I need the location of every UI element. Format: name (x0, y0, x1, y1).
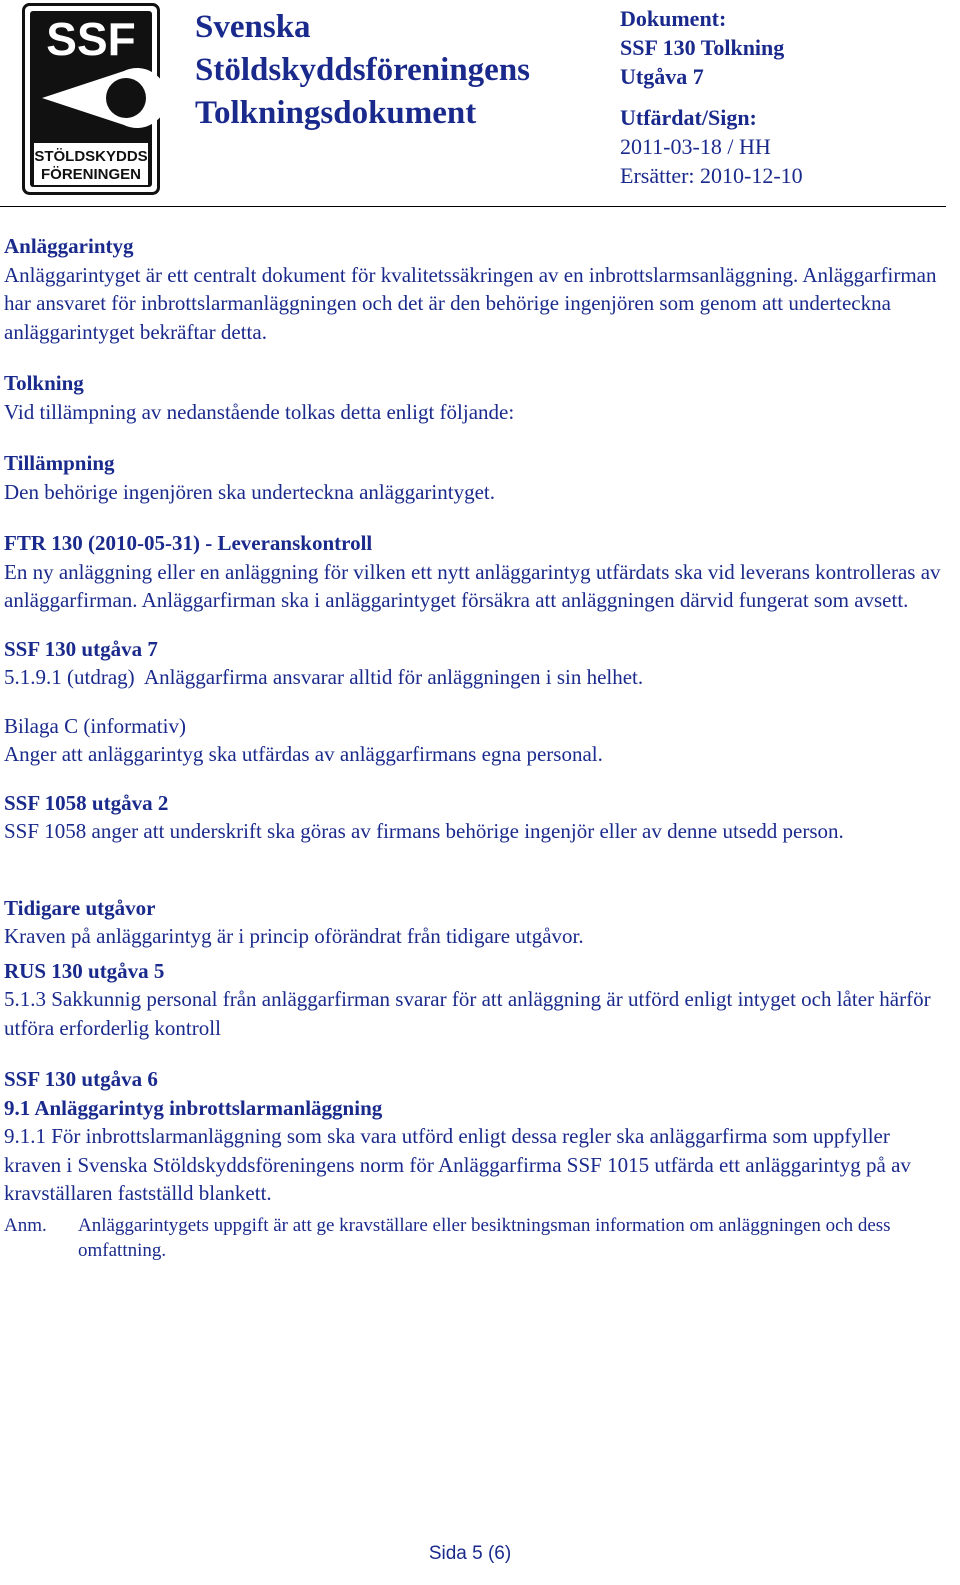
document-title (195, 6, 530, 135)
title-line: Tolkningsdokument (195, 95, 477, 131)
note (4, 1213, 944, 1263)
note-text: Anläggarintygets uppgift är att ge kravställare eller besiktningsman information om anläggningen och dess omfattning. (78, 1214, 891, 1261)
section-heading-tolkning: Tolkning (4, 371, 84, 395)
section-heading-bilaga-c: Bilaga C (informativ) (4, 713, 186, 738)
doc-label: Dokument: (620, 6, 727, 31)
section-heading-tillampning: Tillämpning (4, 451, 115, 475)
section-heading-ftr130: FTR 130 (2010-05-31) - Leveranskontroll (4, 531, 373, 555)
section-text: 5.1.3 Sakkunnig personal från anläggarfirman svarar för att anläggning är utförd enligt intyget och låter härför utföra erforderlig kontroll (4, 987, 931, 1040)
section-text: Vid tillämpning av nedanstående tolkas detta enligt följande: (4, 399, 515, 424)
section-heading-ssf130-ed7: SSF 130 utgåva 7 (4, 636, 158, 661)
doc-edition: Utgåva 7 (620, 64, 704, 89)
section-heading-anlaggarintyg: Anläggarintyg (4, 234, 134, 258)
title-line: Svenska (195, 9, 311, 45)
document-meta (620, 4, 950, 190)
page-number: Sida 5 (6) (428, 1543, 512, 1564)
doc-name: SSF 130 Tolkning (620, 35, 785, 60)
section-subheading: 9.1 Anläggarintyg inbrottslarmanläggning (4, 1095, 383, 1120)
section-heading-rus130: RUS 130 utgåva 5 (4, 958, 165, 983)
section-text: Anger att anläggarintyg ska utfärdas av anläggarfirmans egna personal. (4, 742, 603, 766)
issued-label: Utfärdat/Sign: (620, 105, 757, 130)
header-divider (0, 206, 946, 207)
section-text: En ny anläggning eller en anläggning för vilken ett nytt anläggarintyg utfärdats ska vid leverans kontrolleras av anläggarfirman. Anläggarfirman ska i anläggarintyget försäkra att anläggningen därvid fungerat som avsett. (4, 559, 941, 612)
section-text: Anläggarintyget är ett centralt dokument för kvalitetssäkringen av en inbrottslarmsanläggning. Anläggarfirman har ansvaret för inbrottslarmanläggningen och det är den behörige ingenjören som genom att underteckna anläggarintyget bekräftar detta. (4, 262, 937, 344)
section-text: 9.1.1 För inbrottslarmanläggning som ska vara utförd enligt dessa regler ska anläggarfirma som uppfyller kraven i Svenska Stöldskyddsföreningens norm för Anläggarfirma SSF 1015 utfärda ett anläggarintyg på av kravställaren fastställd blankett. (4, 1124, 911, 1205)
note-label: Anm. (4, 1214, 47, 1236)
logo-bottom-line2: FÖRENINGEN (40, 166, 142, 183)
section-heading-ssf1058: SSF 1058 utgåva 2 (4, 790, 169, 815)
section-text: SSF 1058 anger att underskrift ska göras av firmans behörige ingenjör eller av denne utsedd person. (4, 819, 844, 843)
section-text: Kraven på anläggarintyg är i princip oförändrat från tidigare utgåvor. (4, 924, 584, 948)
document-body (4, 232, 944, 1263)
title-line: Stöldskyddsföreningens (195, 52, 531, 88)
issued-value: 2011-03-18 / HH (620, 134, 771, 159)
replaces-date: Ersätter: 2010-12-10 (620, 163, 803, 188)
section-heading-tidigare: Tidigare utgåvor (4, 895, 156, 920)
ssf-logo (22, 3, 160, 195)
logo-ssf-text: SSF (46, 13, 136, 65)
section-heading-ssf130-ed6: SSF 130 utgåva 6 (4, 1067, 158, 1091)
logo-bottom-line1: STÖLDSKYDDS (34, 148, 148, 165)
section-text: 5.1.9.1 (utdrag) Anläggarfirma ansvarar alltid för anläggningen i sin helhet. (4, 665, 644, 689)
section-text: Den behörige ingenjören ska underteckna anläggarintyget. (4, 479, 495, 504)
